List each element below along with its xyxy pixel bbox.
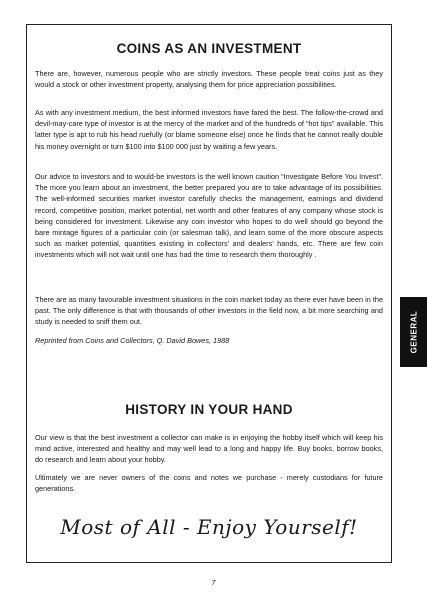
paragraph-custodians: Ultimately we are never owners of the coins and notes we purchase - merely custodians for future generations. — [35, 473, 383, 494]
citation: Reprinted from Coins and Collectors, Q. David Bowes, 1988 — [35, 336, 230, 345]
section-heading-coins-investment: COINS AS AN INVESTMENT — [116, 41, 302, 56]
paragraph-intro: There are, however, numerous people who are strictly investors. These people treat coins just as they would a stock or other investment property, analysing them for price appreciation possibilities. — [35, 69, 383, 90]
paragraph-best-investment: Our view is that the best investment a collector can make is in enjoying the hobby itself which will keep his mind active, interested and healthy and may well lead to a long and happy life. Buy books, borrow books, do research and learn about your hobby. — [35, 433, 383, 465]
section-tab-general — [400, 297, 427, 367]
page-number: 7 — [211, 580, 216, 587]
motto: Most of All - Enjoy Yourself! — [60, 515, 358, 539]
paragraph-favourable-situations: There are as many favourable investment situations in the coin market today as there ever have been in the past. The only difference is that with thousands of other investors in the field now, a bit more searching and study is needed to sniff them out. — [35, 295, 383, 327]
section-tab-label: GENERAL — [409, 310, 418, 354]
content-panel — [26, 24, 392, 563]
section-heading-history-in-hand: HISTORY IN YOUR HAND — [125, 402, 293, 417]
paragraph-informed-investors: As with any investment medium, the best informed investors have fared the best. The follow-the-crowd and devil-may-care type of investor is at the mercy of the market and of the hundreds of “hot tips” available. This latter type is apt to rub his head ruefully (or blame someone else) once he finds that he cannot really double his money overnight or turn $100 into $100 000 just by waiting a few years. — [35, 108, 383, 151]
paragraph-investigate-before-invest: Our advice to investors and to would-be investors is the well known caution “Investigate Before You Invest”. The more you learn about an investment, the better prepared you are to take advantage of its possibilities. The well-informed securities market investor carefully checks the management, earnings and dividend record, competitive position, market potential, net worth and other features of any company whose stock is being considered for investment. Likewise any coin investor who hopes to do well should go beyond the bare mintage figures of a particular coin (or salesman talk), and learn some of the more obscure aspects such as market potential, quantities existing in collectors’ and dealers’ hands, etc. There are few coin investments which will not wait until one has had the time to research them thoroughly . — [35, 172, 383, 260]
